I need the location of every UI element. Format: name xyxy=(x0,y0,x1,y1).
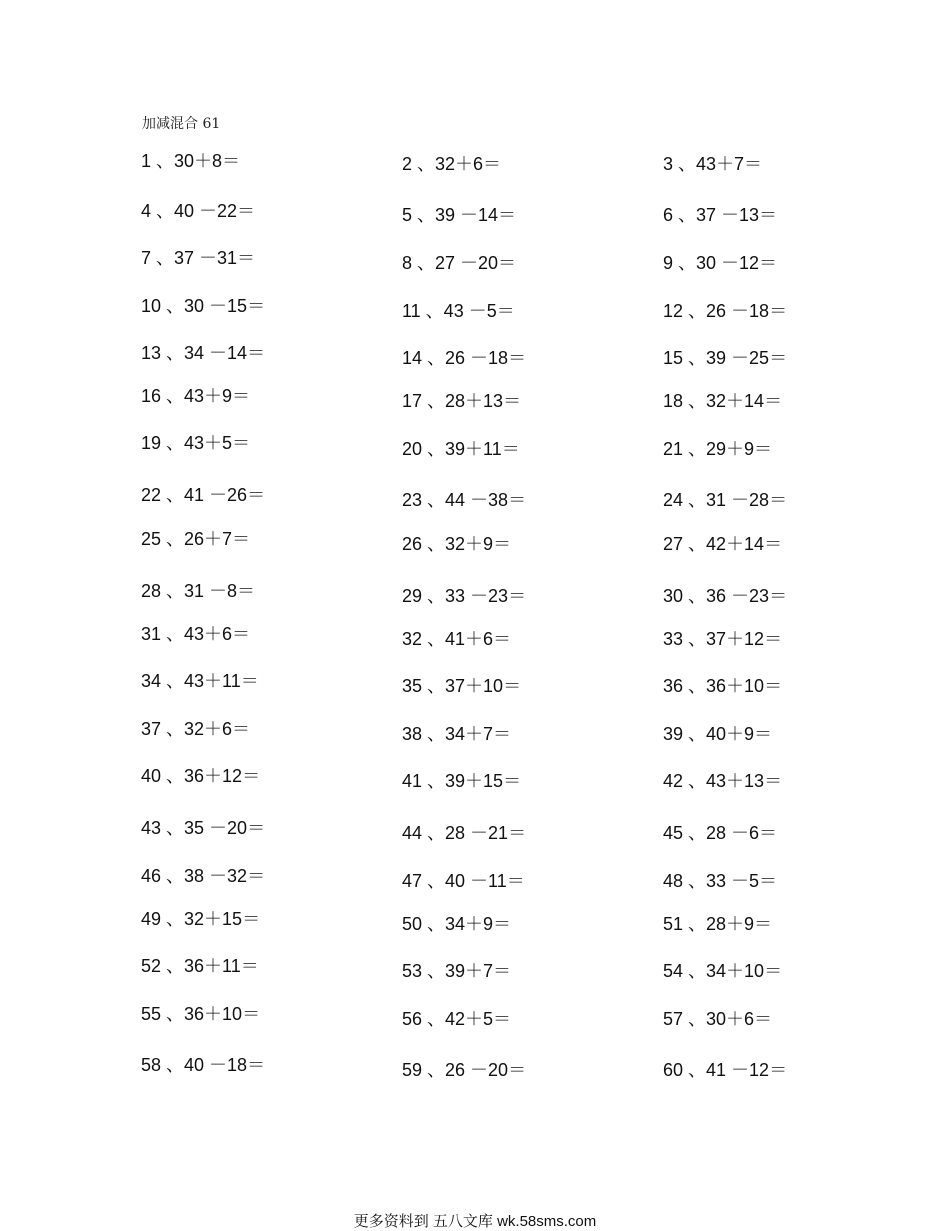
problem-item: 23 、44 －38＝ xyxy=(402,490,527,510)
problem-item: 3 、43＋7＝ xyxy=(663,154,763,174)
problem-item: 31 、43＋6＝ xyxy=(141,624,251,644)
problem-item: 18 、32＋14＝ xyxy=(663,391,783,411)
problem-item: 52 、36＋11＝ xyxy=(141,956,259,976)
problem-item: 2 、32＋6＝ xyxy=(402,154,502,174)
problem-item: 37 、32＋6＝ xyxy=(141,719,251,739)
problem-item: 55 、36＋10＝ xyxy=(141,1004,261,1024)
problem-item: 51 、28＋9＝ xyxy=(663,914,773,934)
problem-item: 58 、40 －18＝ xyxy=(141,1055,266,1075)
problem-item: 9 、30 －12＝ xyxy=(663,253,778,273)
problem-item: 24 、31 －28＝ xyxy=(663,490,788,510)
problem-item: 47 、40 －11＝ xyxy=(402,871,525,891)
problem-item: 4 、40 －22＝ xyxy=(141,201,256,221)
problem-item: 46 、38 －32＝ xyxy=(141,866,266,886)
problem-item: 38 、34＋7＝ xyxy=(402,724,512,744)
problem-item: 33 、37＋12＝ xyxy=(663,629,783,649)
problem-item: 34 、43＋11＝ xyxy=(141,671,259,691)
problem-item: 25 、26＋7＝ xyxy=(141,529,251,549)
problem-item: 53 、39＋7＝ xyxy=(402,961,512,981)
problem-item: 36 、36＋10＝ xyxy=(663,676,783,696)
problem-item: 35 、37＋10＝ xyxy=(402,676,522,696)
problem-item: 20 、39＋11＝ xyxy=(402,439,520,459)
problem-item: 57 、30＋6＝ xyxy=(663,1009,773,1029)
problem-item: 43 、35 －20＝ xyxy=(141,818,266,838)
problem-item: 59 、26 －20＝ xyxy=(402,1060,527,1080)
problem-item: 40 、36＋12＝ xyxy=(141,766,261,786)
problem-item: 15 、39 －25＝ xyxy=(663,348,788,368)
problem-item: 32 、41＋6＝ xyxy=(402,629,512,649)
problem-item: 49 、32＋15＝ xyxy=(141,909,261,929)
problem-item: 10 、30 －15＝ xyxy=(141,296,266,316)
problem-item: 6 、37 －13＝ xyxy=(663,205,778,225)
problem-item: 28 、31 －8＝ xyxy=(141,581,256,601)
problem-item: 48 、33 －5＝ xyxy=(663,871,778,891)
problem-item: 17 、28＋13＝ xyxy=(402,391,522,411)
problem-item: 16 、43＋9＝ xyxy=(141,386,251,406)
problem-item: 56 、42＋5＝ xyxy=(402,1009,512,1029)
problem-item: 13 、34 －14＝ xyxy=(141,343,266,363)
problem-item: 39 、40＋9＝ xyxy=(663,724,773,744)
problem-item: 5 、39 －14＝ xyxy=(402,205,517,225)
problem-item: 30 、36 －23＝ xyxy=(663,586,788,606)
problem-item: 11 、43 －5＝ xyxy=(402,301,515,321)
problem-item: 26 、32＋9＝ xyxy=(402,534,512,554)
problem-item: 1 、30＋8＝ xyxy=(141,151,241,171)
problem-item: 19 、43＋5＝ xyxy=(141,433,251,453)
problem-item: 44 、28 －21＝ xyxy=(402,823,527,843)
page-title: 加减混合 61 xyxy=(142,116,221,132)
problem-item: 14 、26 －18＝ xyxy=(402,348,527,368)
problem-item: 29 、33 －23＝ xyxy=(402,586,527,606)
problem-item: 54 、34＋10＝ xyxy=(663,961,783,981)
problem-item: 41 、39＋15＝ xyxy=(402,771,522,791)
footer-watermark: 更多资料到 五八文库 wk.58sms.com xyxy=(353,1213,597,1230)
problem-item: 50 、34＋9＝ xyxy=(402,914,512,934)
problem-item: 42 、43＋13＝ xyxy=(663,771,783,791)
problem-item: 8 、27 －20＝ xyxy=(402,253,517,273)
problem-item: 22 、41 －26＝ xyxy=(141,485,266,505)
problem-item: 7 、37 －31＝ xyxy=(141,248,256,268)
problem-item: 21 、29＋9＝ xyxy=(663,439,773,459)
problem-item: 12 、26 －18＝ xyxy=(663,301,788,321)
problem-item: 45 、28 －6＝ xyxy=(663,823,778,843)
problem-item: 60 、41 －12＝ xyxy=(663,1060,788,1080)
problem-item: 27 、42＋14＝ xyxy=(663,534,783,554)
